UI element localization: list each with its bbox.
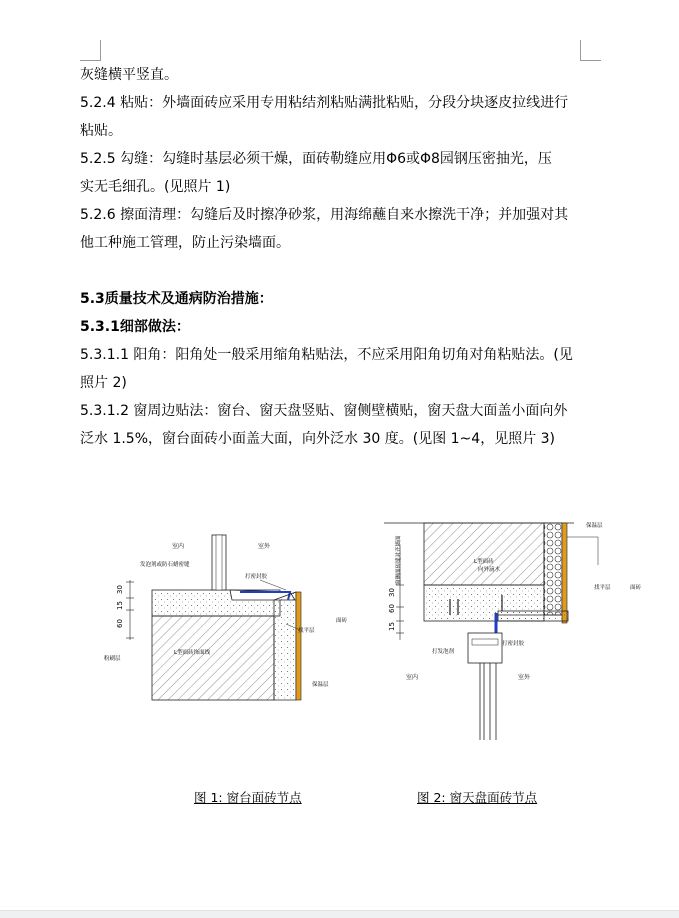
fig1-label-reveal: L型面砖饰面线: [174, 650, 211, 656]
fig1-label-caulk: 打密封胶: [245, 574, 268, 580]
fig1-label-outdoor: 室外: [258, 543, 271, 550]
fig2-dim-60: 60: [388, 604, 396, 613]
paragraph-line: 灰缝横平竖直。: [80, 67, 178, 83]
fig1-label-finish: 面砖: [336, 618, 348, 624]
paragraph-line: 他工种施工管理，防止污染墙面。: [80, 235, 290, 251]
paragraph-line: 5.2.6 擦面清理：勾缝后及时擦净砂浆，用海绵蘸自来水擦洗干净；并加强对其: [80, 207, 569, 223]
section-heading: 5.3质量技术及通病防治措施：: [80, 291, 273, 307]
fig1-label-plaster: 粉刷层: [104, 656, 121, 662]
margin-corner-mark: [580, 40, 601, 61]
paragraph-line: 5.3.1.1 阳角：阳角处一般采用缩角粘贴法，不应采用阳角切角对角粘贴法。(见: [80, 347, 573, 363]
fig1-label-indoor: 室内: [172, 543, 185, 550]
margin-corner-mark: [80, 40, 101, 61]
fig1-dim-60: 60: [116, 619, 124, 628]
figure-2-window-head-detail: [362, 515, 652, 745]
paragraph-line: 5.2.4 粘贴：外墙面砖应采用专用粘结剂粘贴满批粘贴，分段分块逐皮拉线进行: [80, 95, 569, 111]
paragraph-line: 5.3.1.2 窗周边贴法：窗台、窗天盘竖贴、窗侧壁横贴，窗天盘大面盖小面向外: [80, 403, 568, 419]
fig2-dim-15: 15: [388, 622, 396, 631]
paragraph-line: 实无毛细孔。(见照片 1): [80, 179, 231, 195]
paragraph-line: 5.2.5 勾缝：勾缝时基层必须干燥，面砖勒缝应用Φ6或Φ8园钢压密抽光，压: [80, 151, 552, 167]
fig2-label-foam: 打发泡剂: [432, 649, 455, 655]
paragraph-line: 照片 2): [80, 375, 127, 391]
paragraph-line: 泛水 1.5%，窗台面砖小面盖大面，向外泛水 30 度。(见图 1~4，见照片 3): [80, 431, 556, 447]
fig2-label-side-note: 窗侧面砖缝对齐墙面: [396, 535, 402, 585]
fig2-label-indoor: 室内: [406, 674, 419, 681]
fig1-dim-30: 30: [116, 585, 124, 594]
subsection-heading: 5.3.1细部做法：: [80, 319, 190, 335]
figure-1-window-sill-detail: [100, 520, 370, 710]
fig2-label-plaster: 找平层: [594, 585, 611, 591]
fig1-label-leveling: 找平层: [298, 628, 315, 634]
fig1-label-insulation: 保温层: [312, 682, 329, 688]
fig1-label-sealant: 发泡剂或防石蜡密缝: [140, 562, 190, 568]
fig2-label-caulk: 打密封胶: [502, 641, 525, 647]
paragraph-line: 粘贴。: [80, 123, 122, 139]
figure-1-caption: 图 1: 窗台面砖节点: [194, 790, 302, 805]
figure-2-caption: 图 2: 窗天盘面砖节点: [417, 790, 538, 805]
fig2-dim-30: 30: [388, 588, 396, 597]
fig1-dim-15: 15: [116, 601, 124, 610]
fig2-label-insulation: 保温层: [586, 523, 603, 529]
fig2-label-finish: 面砖: [630, 585, 642, 591]
fig2-label-outdoor: 室外: [518, 674, 531, 681]
fig2-label-drip: 向外滴水: [478, 567, 501, 573]
fig2-label-l-profile: L型面砖: [474, 559, 494, 565]
